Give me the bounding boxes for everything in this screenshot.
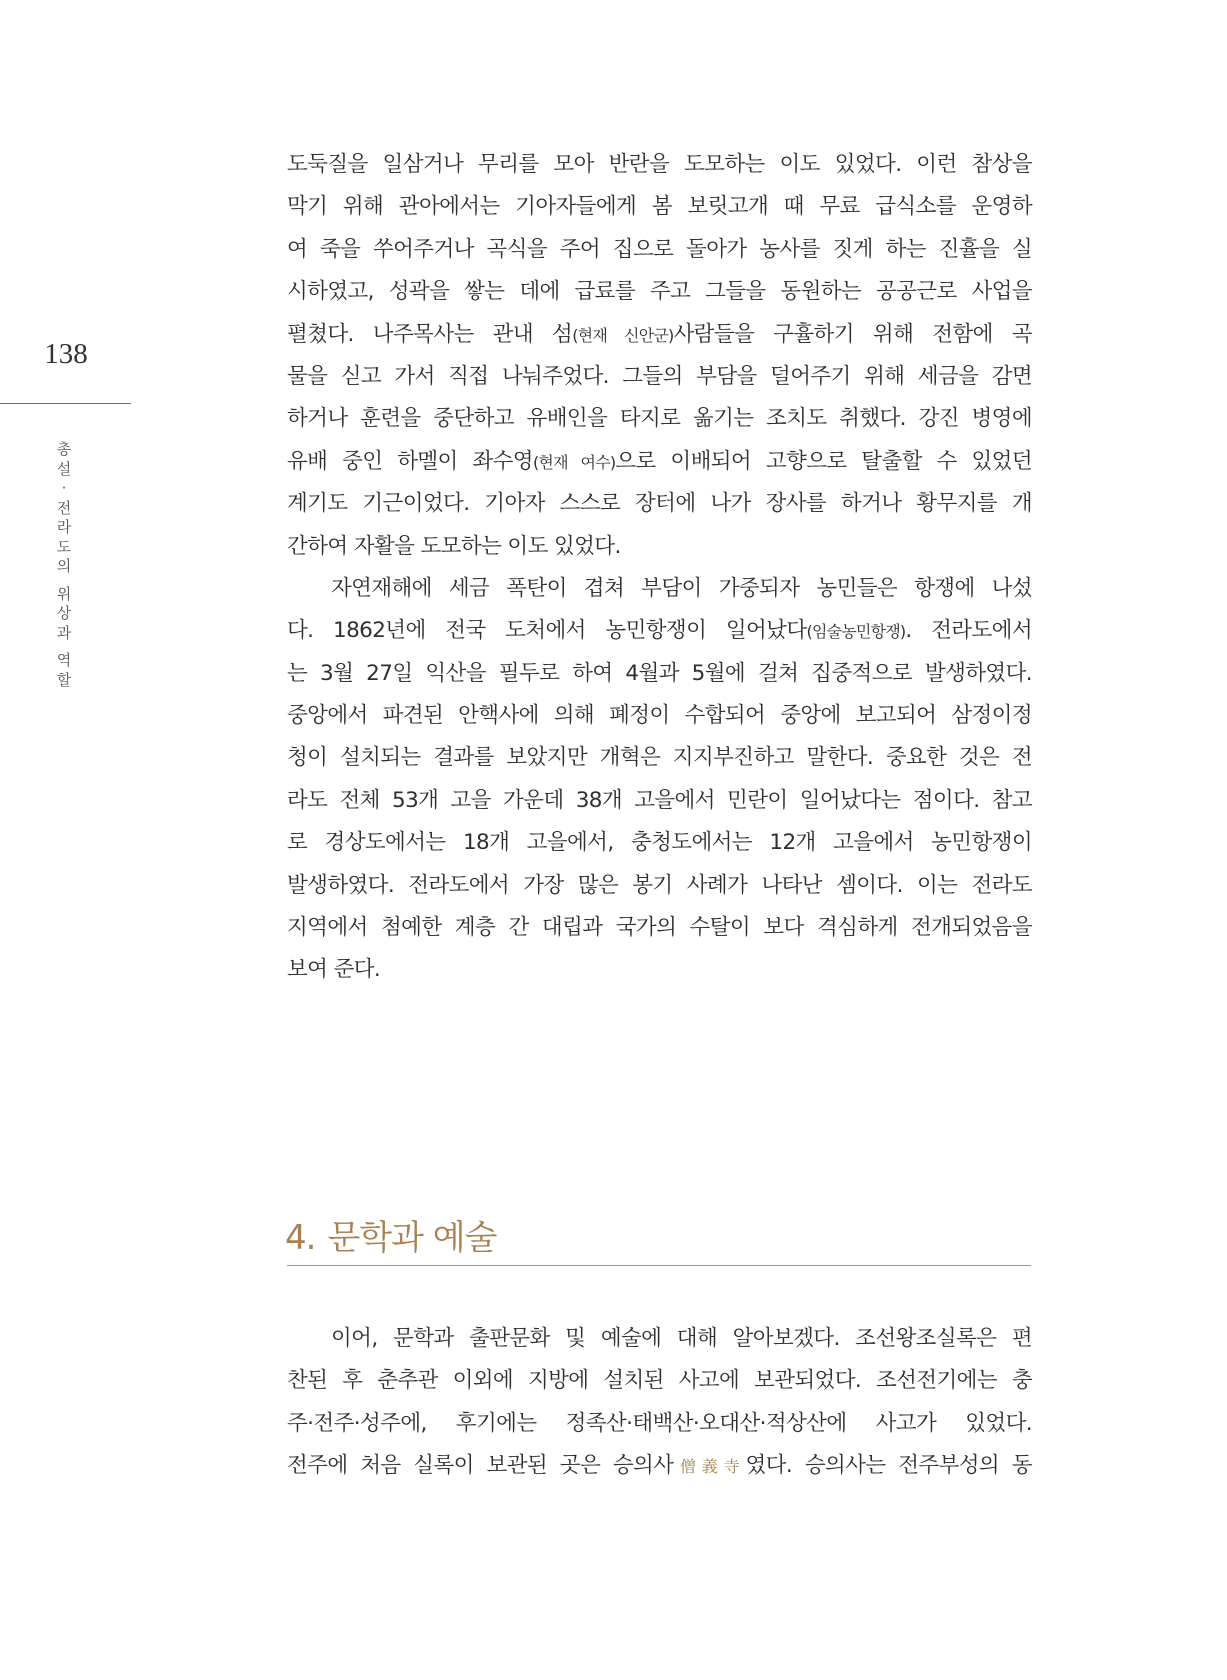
- section-title: 문학과 예술: [327, 1218, 497, 1258]
- section-heading: [285, 1210, 496, 1259]
- text-line: 도둑질을 일삼거나 무리를 모아 반란을 도모하는 이도 있었다. 이런 참상을: [287, 152, 1032, 177]
- text-line: 라도 전체 53개 고을 가운데 38개 고을에서 민란이 일어났다는 점이다. 참고: [287, 787, 1032, 813]
- text-line: 계기도 기근이었다. 기아자 스스로 장터에 나가 장사를 하거나 황무지를 개: [287, 491, 1032, 517]
- running-title-char: ·: [61, 479, 67, 497]
- text-line: 이어, 문학과 출판문화 및 예술에 대해 알아보겠다. 조선왕조실록은 편: [331, 1326, 1032, 1351]
- running-title-char: 할: [56, 670, 72, 689]
- parenthetical-note: (현재 여수): [532, 452, 616, 472]
- text-line: 자연재해에 세금 폭탄이 겹쳐 부담이 가중되자 농민들은 항쟁에 나섰: [331, 575, 1032, 601]
- text-run: 였다. 승의사는 전주부성의 동: [745, 1453, 1032, 1479]
- text-line: 여 죽을 쑤어주거나 곡식을 주어 집으로 돌아가 농사를 짓게 하는 진휼을 실: [287, 236, 1032, 262]
- text-run: 사람들을 구휼하기 위해 전함에 곡: [673, 321, 1032, 347]
- running-title-char: 역: [56, 651, 72, 669]
- text-run: 다. 1862년에 전국 도처에서 농민항쟁이 일어났다: [287, 618, 807, 644]
- text-line: 시하였고, 성곽을 쌓는 데에 급료를 주고 그들을 동원하는 공공근로 사업을: [287, 279, 1032, 305]
- section-number: 4.: [285, 1218, 316, 1258]
- text-line: 로 경상도에서는 18개 고을에서, 충청도에서는 12개 고을에서 농민항쟁이: [287, 830, 1032, 856]
- body-paragraphs: [287, 144, 1032, 992]
- running-title-char: [53, 577, 75, 585]
- text-run: 으로 이배되어 고향으로 탈출할 수 있었던: [615, 448, 1032, 474]
- hanja-annotation: 僧義寺: [673, 1457, 746, 1477]
- text-line: [287, 610, 1032, 652]
- text-line: 는 3월 27일 익산을 필두로 하여 4월과 5월에 걸쳐 집중적으로 발생하였다.: [287, 660, 1032, 686]
- parenthetical-note: (임술농민항쟁): [806, 622, 906, 642]
- text-line: 지역에서 첨예한 계층 간 대립과 국가의 수탈이 보다 격심하게 전개되었음을: [287, 915, 1032, 941]
- section-paragraph: [287, 1318, 1032, 1488]
- running-title-char: 위: [56, 584, 72, 603]
- text-line: 청이 설치되는 결과를 보았지만 개혁은 지지부진하고 말한다. 중요한 것은 전: [287, 745, 1032, 771]
- section-divider: [287, 1265, 1031, 1266]
- text-line: [287, 441, 1032, 483]
- page-number: 138: [44, 338, 88, 370]
- running-title-char: 전: [56, 498, 72, 517]
- text-line: 주·전주·성주에, 후기에는 정족산·태백산·오대산·적상산에 사고가 있었다.: [287, 1410, 1032, 1436]
- text-line: 중앙에서 파견된 안핵사에 의해 폐정이 수합되어 중앙에 보고되어 삼정이정: [287, 703, 1032, 729]
- text-line: [287, 314, 1032, 356]
- text-line: [287, 1445, 1032, 1487]
- text-line: 간하여 자활을 도모하는 이도 있었다.: [287, 533, 621, 559]
- text-line: 하거나 훈련을 중단하고 유배인을 타지로 옮기는 조치도 취했다. 강진 병영에: [287, 406, 1032, 432]
- running-title-char: 과: [56, 623, 72, 642]
- text-run: . 전라도에서: [905, 618, 1032, 644]
- running-title-char: 도: [56, 537, 72, 556]
- running-title-char: 상: [56, 604, 72, 622]
- running-title: [53, 440, 75, 690]
- margin-divider: [0, 403, 131, 404]
- text-run: 펼쳤다. 나주목사는 관내 섬: [287, 321, 573, 347]
- text-line: 보여 준다.: [287, 957, 381, 983]
- parenthetical-note: (현재 신안군): [572, 325, 674, 345]
- text-line: 물을 싣고 가서 직접 나눠주었다. 그들의 부담을 덜어주기 위해 세금을 감면: [287, 363, 1032, 389]
- text-line: 찬된 후 춘추관 이외에 지방에 설치된 사고에 보관되었다. 조선전기에는 충: [287, 1368, 1032, 1394]
- running-title-char: [53, 643, 75, 651]
- text-run: 전주에 처음 실록이 보관된 곳은 승의사: [287, 1453, 674, 1479]
- text-line: 막기 위해 관아에서는 기아자들에게 봄 보릿고개 때 무료 급식소를 운영하: [287, 194, 1032, 220]
- text-line: 발생하였다. 전라도에서 가장 많은 봉기 사례가 나타난 셈이다. 이는 전라도: [287, 872, 1032, 898]
- running-title-char: 총: [56, 440, 72, 458]
- running-title-char: 의: [56, 557, 72, 575]
- text-run: 유배 중인 하멜이 좌수영: [287, 448, 533, 474]
- running-title-char: 라: [56, 518, 72, 536]
- running-title-char: 설: [56, 459, 72, 478]
